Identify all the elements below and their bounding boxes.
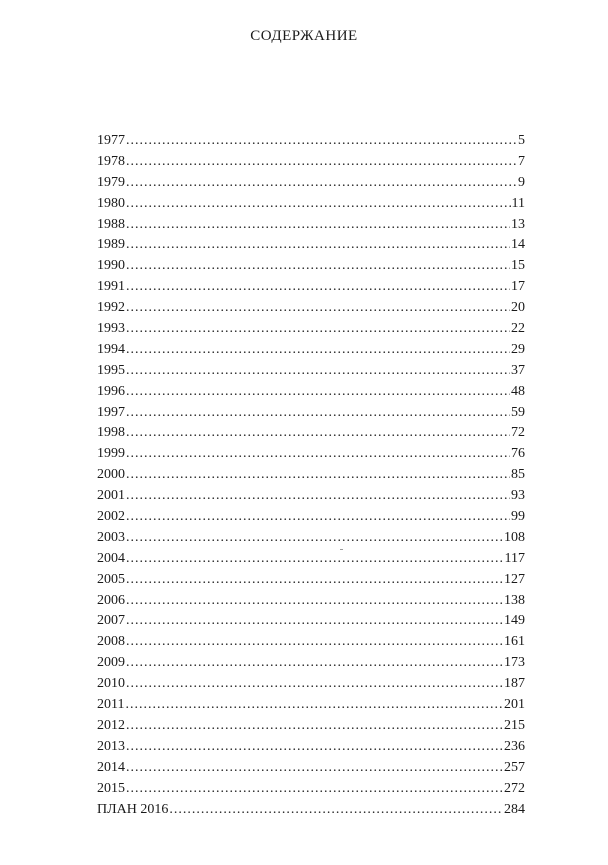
toc-entry-page-number: 149	[504, 613, 525, 629]
toc-entry-label: 1994	[97, 341, 125, 357]
toc-entry	[97, 131, 525, 152]
toc-entry-page-number: 11	[511, 195, 525, 211]
toc-entry-page-number: 14	[511, 237, 525, 253]
toc-dot-leader	[126, 152, 517, 173]
toc-entry-page-number: 15	[511, 258, 525, 274]
toc-dot-leader	[126, 716, 503, 737]
toc-entry-page-number: 187	[504, 676, 525, 692]
toc-entry	[97, 653, 525, 674]
toc-dot-leader	[126, 277, 510, 298]
toc-entry	[97, 570, 525, 591]
toc-entry	[97, 695, 525, 716]
toc-entry	[97, 403, 525, 424]
toc-entry-page-number: 13	[511, 216, 525, 232]
toc-entry	[97, 758, 525, 779]
toc-entry-label: 2009	[97, 655, 125, 671]
toc-dot-leader	[126, 486, 510, 507]
toc-dot-leader	[126, 131, 517, 152]
toc-entry-label: 1989	[97, 237, 125, 253]
toc-entry	[97, 173, 525, 194]
table-of-contents	[97, 131, 525, 820]
toc-entry-label: 2003	[97, 529, 125, 545]
toc-entry-page-number: 20	[511, 300, 525, 316]
toc-entry-label: 1999	[97, 446, 125, 462]
toc-entry	[97, 737, 525, 758]
toc-entry-label: 2010	[97, 676, 125, 692]
toc-dot-leader	[126, 194, 511, 215]
toc-dot-leader	[126, 779, 503, 800]
toc-entry-label: 1978	[97, 153, 125, 169]
toc-entry-page-number: 72	[511, 425, 525, 441]
toc-dot-leader	[126, 528, 503, 549]
toc-entry	[97, 632, 525, 653]
toc-entry-label: 2011	[97, 697, 125, 713]
toc-entry-page-number: 9	[518, 174, 525, 190]
toc-dot-leader	[125, 695, 503, 716]
toc-entry-label: 2000	[97, 467, 125, 483]
toc-dot-leader	[126, 444, 510, 465]
toc-dot-leader	[126, 632, 503, 653]
toc-entry-page-number: 117	[504, 550, 525, 566]
toc-entry-label: 1979	[97, 174, 125, 190]
toc-entry-page-number: 93	[511, 488, 525, 504]
toc-dot-leader	[126, 611, 503, 632]
toc-entry-label: 1991	[97, 279, 125, 295]
toc-entry-page-number: 108	[504, 529, 525, 545]
toc-entry-page-number: 99	[511, 509, 525, 525]
toc-entry-label: ПЛАН 2016	[97, 801, 169, 817]
toc-entry	[97, 507, 525, 528]
toc-entry-page-number: 29	[511, 341, 525, 357]
toc-entry	[97, 779, 525, 800]
toc-entry-page-number: 272	[504, 780, 525, 796]
toc-entry-page-number: 17	[511, 279, 525, 295]
toc-entry-page-number: 257	[504, 759, 525, 775]
toc-entry	[97, 444, 525, 465]
toc-entry-label: 2006	[97, 592, 125, 608]
toc-dot-leader	[126, 549, 504, 570]
toc-entry-page-number: 5	[518, 133, 525, 148]
toc-dot-leader	[126, 173, 517, 194]
toc-dot-leader	[126, 465, 510, 486]
toc-entry-page-number: 215	[504, 717, 525, 733]
toc-entry-label: 1977	[97, 133, 125, 148]
toc-entry	[97, 194, 525, 215]
toc-entry-page-number: 85	[511, 467, 525, 483]
toc-entry	[97, 298, 525, 319]
toc-entry	[97, 591, 525, 612]
toc-dot-leader	[126, 403, 510, 424]
toc-entry-label: 2005	[97, 571, 125, 587]
toc-entry-page-number: 201	[504, 697, 525, 713]
toc-entry-label: 2015	[97, 780, 125, 796]
toc-entry-page-number: 48	[511, 383, 525, 399]
toc-entry-label: 1996	[97, 383, 125, 399]
toc-dot-leader	[126, 674, 503, 695]
toc-entry-label: 1990	[97, 258, 125, 274]
toc-entry	[97, 340, 525, 361]
toc-entry-page-number: 284	[504, 801, 525, 817]
toc-entry	[97, 486, 525, 507]
toc-entry-page-number: 37	[511, 362, 525, 378]
toc-entry-label: 1988	[97, 216, 125, 232]
toc-entry-page-number: 138	[504, 592, 525, 608]
toc-entry-label: 2007	[97, 613, 125, 629]
toc-dot-leader	[126, 758, 503, 779]
toc-dot-leader	[126, 591, 503, 612]
toc-entry	[97, 674, 525, 695]
toc-entry-page-number: 76	[511, 446, 525, 462]
toc-dot-leader	[126, 570, 503, 591]
toc-entry	[97, 800, 525, 821]
toc-entry-label: 1995	[97, 362, 125, 378]
toc-dot-leader	[126, 215, 510, 236]
toc-entry	[97, 215, 525, 236]
toc-entry-page-number: 236	[504, 738, 525, 754]
toc-entry	[97, 716, 525, 737]
toc-entry-label: 1980	[97, 195, 125, 211]
toc-entry-label: 1997	[97, 404, 125, 420]
toc-entry	[97, 152, 525, 173]
toc-dot-leader	[126, 235, 510, 256]
toc-entry	[97, 235, 525, 256]
toc-dot-leader	[126, 340, 510, 361]
toc-entry	[97, 611, 525, 632]
toc-entry	[97, 319, 525, 340]
toc-entry-page-number: 22	[511, 321, 525, 337]
toc-dot-leader	[169, 800, 503, 821]
toc-entry-label: 2014	[97, 759, 125, 775]
toc-entry-page-number: 161	[504, 634, 525, 650]
toc-entry	[97, 361, 525, 382]
toc-entry-label: 1998	[97, 425, 125, 441]
toc-entry-label: 2012	[97, 717, 125, 733]
toc-entry	[97, 382, 525, 403]
toc-entry-label: 1993	[97, 321, 125, 337]
toc-dot-leader	[126, 653, 503, 674]
toc-dot-leader	[126, 423, 510, 444]
toc-entry	[97, 465, 525, 486]
toc-entry-page-number: 59	[511, 404, 525, 420]
toc-dot-leader	[126, 737, 503, 758]
toc-entry	[97, 528, 525, 549]
page-title: СОДЕРЖАНИЕ	[250, 28, 358, 44]
toc-entry-page-number: 173	[504, 655, 525, 671]
toc-dot-leader	[126, 298, 510, 319]
toc-dot-leader	[126, 382, 510, 403]
toc-entry	[97, 549, 525, 570]
toc-entry-label: 2002	[97, 509, 125, 525]
toc-entry	[97, 256, 525, 277]
toc-entry-label: 1992	[97, 300, 125, 316]
toc-dot-leader	[126, 507, 510, 528]
scan-speck	[340, 549, 343, 550]
toc-entry-label: 2008	[97, 634, 125, 650]
toc-dot-leader	[126, 256, 510, 277]
toc-entry	[97, 423, 525, 444]
toc-dot-leader	[126, 319, 510, 340]
toc-entry-label: 2001	[97, 488, 125, 504]
toc-entry-page-number: 127	[504, 571, 525, 587]
toc-dot-leader	[126, 361, 510, 382]
toc-entry-label: 2004	[97, 550, 125, 566]
toc-entry-page-number: 7	[518, 153, 525, 169]
toc-entry	[97, 277, 525, 298]
toc-entry-label: 2013	[97, 738, 125, 754]
